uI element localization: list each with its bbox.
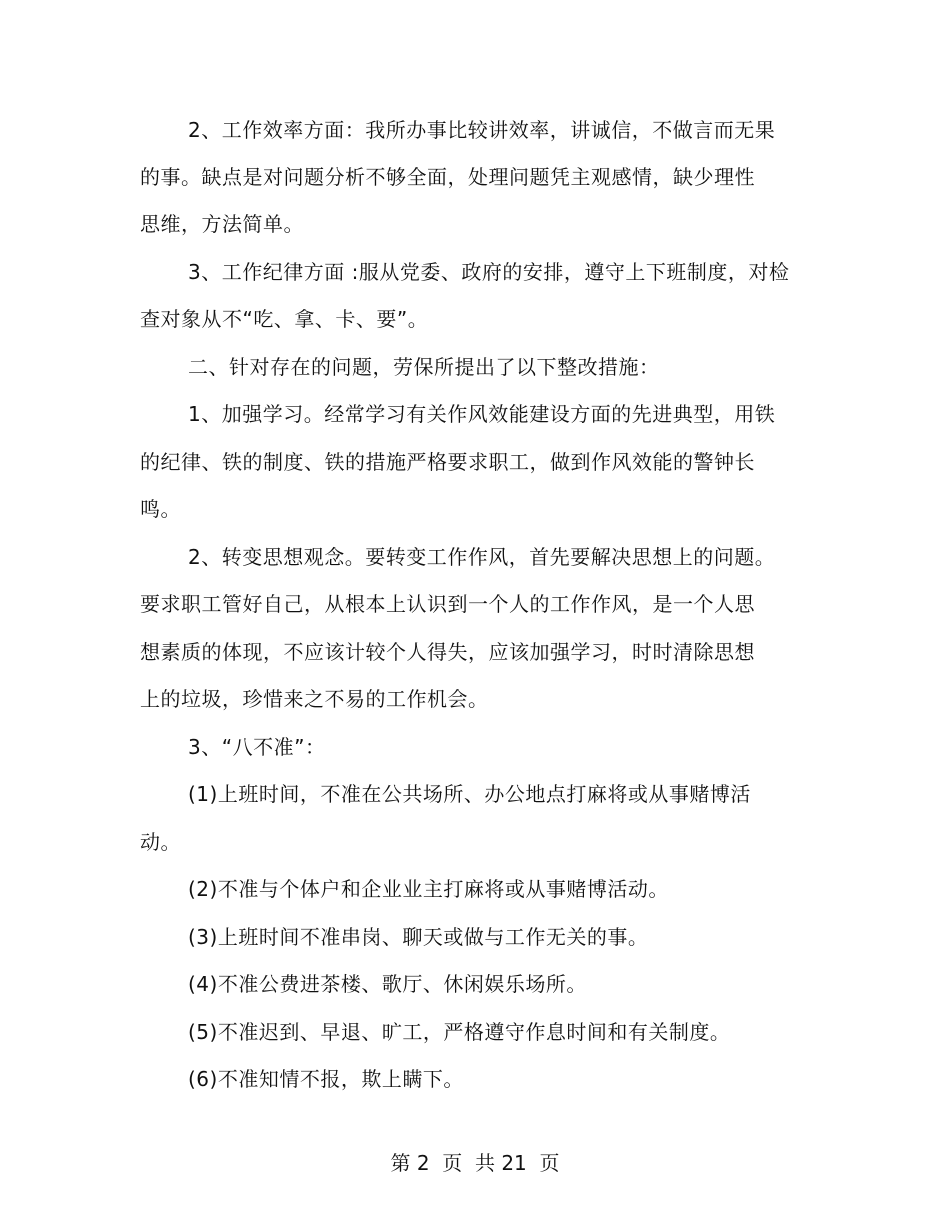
paragraph-line: 的事。缺点是对问题分析不够全面，处理问题凭主观感情，缺少理性 bbox=[140, 165, 755, 189]
paragraph-line: 的纪律、铁的制度、铁的措施严格要求职工，做到作风效能的警钟长 bbox=[140, 450, 755, 474]
section-heading: 二、针对存在的问题，劳保所提出了以下整改措施： bbox=[188, 355, 660, 379]
paragraph-line: 要求职工管好自己，从根本上认识到一个人的工作作风，是一个人思 bbox=[140, 592, 755, 616]
list-item: (5)不准迟到、早退、旷工，严格遵守作息时间和有关制度。 bbox=[188, 1020, 731, 1044]
paragraph-line: 3、工作纪律方面 :服从党委、政府的安排，遵守上下班制度，对检 bbox=[188, 260, 790, 284]
paragraph-line: 思维，方法简单。 bbox=[140, 212, 304, 236]
list-item: (1)上班时间，不准在公共场所、办公地点打麻将或从事赌博活 bbox=[188, 782, 751, 806]
paragraph-line: 查对象从不“吃、拿、卡、要”。 bbox=[140, 307, 429, 331]
paragraph-line: 上的垃圾，珍惜来之不易的工作机会。 bbox=[140, 687, 489, 711]
paragraph-line: 2、转变思想观念。要转变工作作风，首先要解决思想上的问题。 bbox=[188, 545, 776, 569]
paragraph-line: 1、加强学习。经常学习有关作风效能建设方面的先进典型，用铁 bbox=[188, 402, 776, 426]
page-number-footer: 第 2 页 共 21 页 bbox=[390, 1151, 560, 1175]
paragraph-line: 想素质的体现，不应该计较个人得失，应该加强学习，时时清除思想 bbox=[140, 640, 755, 664]
list-item: 动。 bbox=[140, 830, 181, 854]
list-item: (4)不准公费进茶楼、歌厅、休闲娱乐场所。 bbox=[188, 972, 587, 996]
list-item: (6)不准知情不报，欺上瞒下。 bbox=[188, 1067, 464, 1091]
paragraph-line: 3、“八不准”： bbox=[188, 735, 326, 759]
paragraph-line: 鸣。 bbox=[140, 497, 181, 521]
list-item: (2)不准与个体户和企业业主打麻将或从事赌博活动。 bbox=[188, 877, 669, 901]
paragraph-line: 2、工作效率方面：我所办事比较讲效率，讲诚信，不做言而无果 bbox=[188, 118, 776, 142]
list-item: (3)上班时间不准串岗、聊天或做与工作无关的事。 bbox=[188, 925, 649, 949]
